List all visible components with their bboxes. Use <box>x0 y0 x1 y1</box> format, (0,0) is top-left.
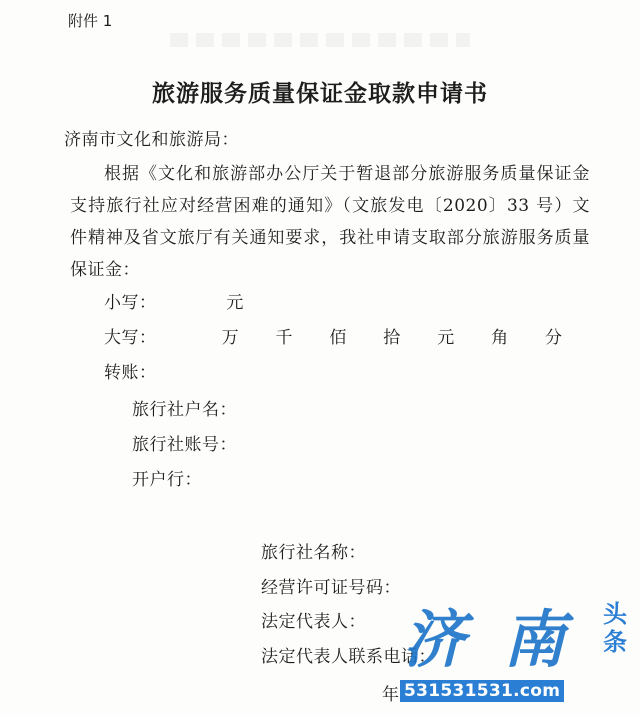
unit-shi: 拾 <box>383 328 401 348</box>
amount-large-label: 大写： <box>104 328 157 348</box>
unit-wan: 万 <box>221 328 240 348</box>
body-paragraph: 根据《文化和旅游部办公厅关于暂退部分旅游服务质量保证金支持旅行社应对经营困难的通知》（文旅发电〔2020〕33 号）文件精神及省文旅厅有关通知要求，我社申请支取部分旅游服务质量保证金： <box>70 164 590 280</box>
amount-large-row <box>104 323 578 348</box>
unit-bai: 佰 <box>329 328 347 348</box>
watermark-side-char-2: 条 <box>603 628 627 656</box>
account-name-label: 旅行社户名： <box>132 400 237 420</box>
agency-name-label: 旅行社名称： <box>261 543 366 563</box>
transfer-label: 转账： <box>104 363 157 383</box>
amount-small-label: 小写： <box>104 293 157 313</box>
watermark-side-char-1: 头 <box>603 600 627 628</box>
legal-representative-label: 法定代表人： <box>261 612 366 632</box>
year-label: 年 <box>382 685 400 705</box>
watermark-side-text <box>595 600 635 656</box>
account-number-label: 旅行社账号： <box>132 435 237 455</box>
attachment-label: 附件 1 <box>68 12 113 30</box>
addressee: 济南市文化和旅游局： <box>64 130 239 150</box>
unit-yuan: 元 <box>437 328 455 348</box>
bank-label: 开户行： <box>132 470 202 490</box>
watermark-char-1: 济 <box>403 603 466 676</box>
faint-stamp-mark <box>170 33 470 47</box>
amount-small-unit: 元 <box>226 293 244 313</box>
unit-fen: 分 <box>545 328 563 348</box>
unit-jiao: 角 <box>491 328 509 348</box>
amount-small-row <box>104 288 244 313</box>
license-number-label: 经营许可证号码： <box>261 578 401 598</box>
watermark-char-2: 南 <box>503 603 566 676</box>
watermark <box>395 590 640 715</box>
document-title: 旅游服务质量保证金取款申请书 <box>152 80 488 107</box>
legal-rep-phone-label: 法定代表人联系电话： <box>261 647 436 667</box>
watermark-url: 531531531.com <box>400 680 564 702</box>
unit-qian: 千 <box>275 328 293 348</box>
